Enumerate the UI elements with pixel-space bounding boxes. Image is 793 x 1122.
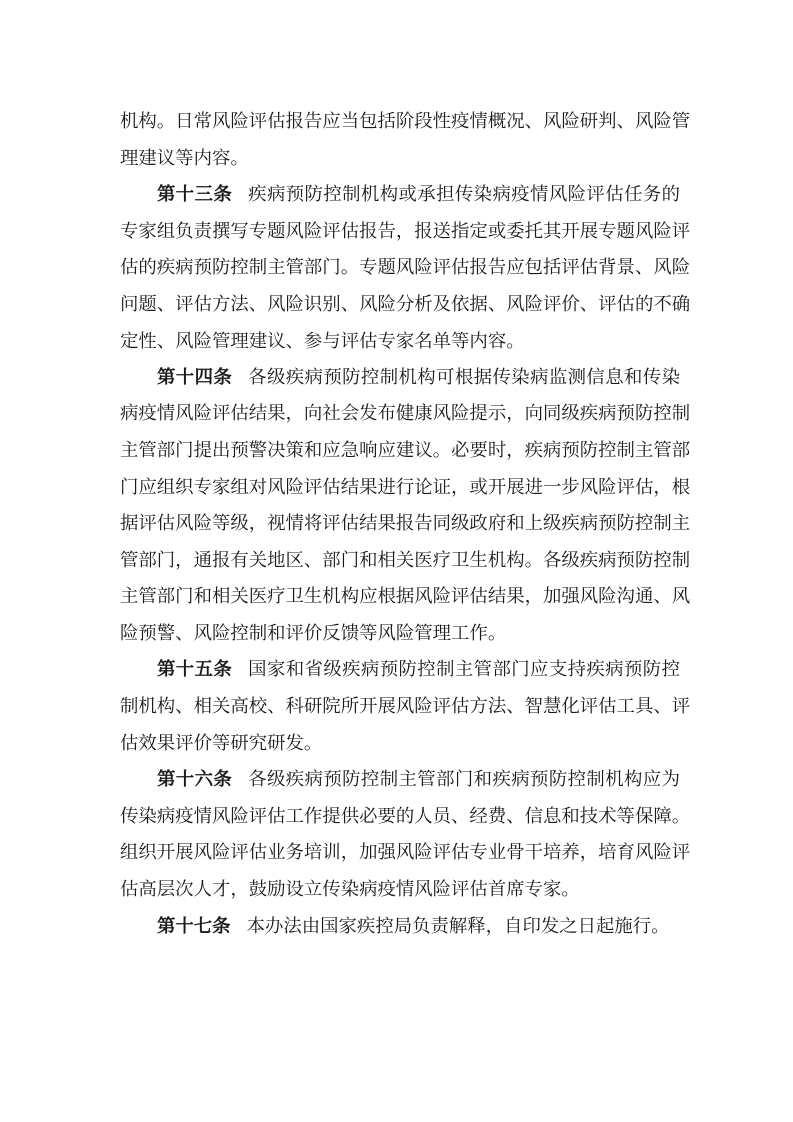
text-line: 主管部门提出预警决策和应急响应建议。必要时，疾病预防控制主管部 [120,440,691,461]
article-13-first-line [157,180,680,210]
text-line: 病疫情风险评估结果，向社会发布健康风险提示，向同级疾病预防控制 [120,403,691,424]
text-line: 管部门，通报有关地区、部门和相关医疗卫生机构。各级疾病预防控制 [120,550,691,571]
article-16-first-line [157,765,680,795]
article-13-heading: 第十三条 [157,184,233,205]
text-line: 传染病疫情风险评估工作提供必要的人员、经费、信息和技术等保障。 [120,806,691,827]
text-line: 估高层次人才，鼓励设立传染病疫情风险评估首席专家。 [120,879,580,900]
text-line: 估的疾病预防控制主管部门。专题风险评估报告应包括评估背景、风险 [120,257,691,278]
article-15-heading: 第十五条 [157,659,233,680]
text-line: 专家组负责撰写专题风险评估报告，报送指定或委托其开展专题风险评 [120,221,691,242]
text-line: 各级疾病预防控制机构可根据传染病监测信息和传染 [248,367,680,388]
text-line: 各级疾病预防控制主管部门和疾病预防控制机构应为 [248,769,680,790]
text-line: 本办法由国家疾控局负责解释，自印发之日起施行。 [246,916,670,937]
article-15-first-line [157,655,680,685]
article-14-heading: 第十四条 [157,367,233,388]
article-16-heading: 第十六条 [157,769,233,790]
text-line: 主管部门和相关医疗卫生机构应根据风险评估结果，加强风险沟通、风 [120,586,691,607]
text-line: 国家和省级疾病预防控制主管部门应支持疾病预防控 [248,659,680,680]
text-line: 定性、风险管理建议、参与评估专家名单等内容。 [120,331,525,352]
text-line: 机构。日常风险评估报告应当包括阶段性疫情概况、风险研判、风险管 [120,111,691,132]
text-line: 组织开展风险评估业务培训，加强风险评估专业骨干培养，培育风险评 [120,842,691,863]
text-line: 门应组织专家组对风险评估结果进行论证，或开展进一步风险评估，根 [120,477,691,498]
text-line: 理建议等内容。 [120,148,249,169]
text-line: 据评估风险等级，视情将评估结果报告同级政府和上级疾病预防控制主 [120,513,691,534]
text-line: 制机构、相关高校、科研院所开展风险评估方法、智慧化评估工具、评 [120,696,691,717]
text-line: 估效果评价等研究研发。 [120,733,323,754]
text-line: 问题、评估方法、风险识别、风险分析及依据、风险评价、评估的不确 [120,294,691,315]
text-line: 疾病预防控制机构或承担传染病疫情风险评估任务的 [248,184,680,205]
article-14-first-line [157,363,680,393]
text-line: 险预警、风险控制和评价反馈等风险管理工作。 [120,623,507,644]
article-17-heading: 第十七条 [157,916,231,937]
article-17-first-line [157,912,680,942]
